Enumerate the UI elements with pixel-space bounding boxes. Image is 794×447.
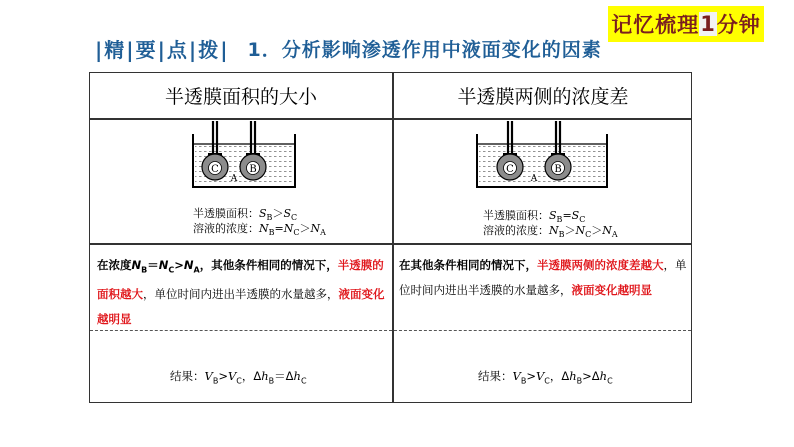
- beaker-icon: [188, 119, 300, 189]
- emphasis-text: 半透膜两侧的浓度差越大: [537, 258, 664, 272]
- result-text: 结果：$V_B>V_C$，$\Delta h_B>\Delta h_C$: [478, 369, 613, 386]
- text-run: 在浓度: [97, 258, 132, 272]
- result-text: 结果：$V_B>V_C$，$\Delta h_B=\Delta h_C$: [170, 369, 307, 386]
- explanation-text: 在浓度$N_B=N_C>N_A$，其他条件相同的情况下，半透膜的面积越大，单位时间内进出半透膜的水量越多，液面变化越明显: [97, 258, 385, 327]
- row-divider: [90, 243, 691, 245]
- beaker-icon: [472, 119, 612, 189]
- label-c: C: [211, 164, 219, 175]
- column-divider: [392, 73, 394, 402]
- memory-review-badge: [608, 6, 764, 42]
- label-a: A: [230, 174, 238, 184]
- emphasis-text: 液面变化越明显: [97, 287, 385, 327]
- caption-membrane-area: 半透膜面积：$S_B=S_C$: [483, 209, 586, 225]
- caption-concentration: 溶液的浓度：$N_B>N_C>N_A$: [483, 224, 618, 240]
- label-b: B: [554, 164, 562, 175]
- label-a: A: [530, 174, 538, 184]
- text-run: ，单位时间内进出半透膜的水量越多，: [399, 258, 687, 297]
- badge-number: 1: [700, 12, 716, 36]
- caption-label: 半透膜面积：: [193, 207, 259, 220]
- caption-label: 溶液的浓度：: [193, 222, 259, 235]
- text-run: ，其他条件相同的情况下，: [199, 258, 338, 272]
- label-c: C: [506, 164, 514, 175]
- text-run: ，单位时间内进出半透膜的水量越多，: [143, 287, 339, 302]
- caption-concentration: 溶液的浓度：$N_B=N_C>N_A$: [193, 222, 326, 238]
- label-b: B: [249, 164, 257, 175]
- caption-label: 半透膜面积：: [483, 209, 549, 222]
- section-tag: |精|要|点|拨|: [95, 38, 230, 62]
- page-title: 1．分析影响渗透作用中液面变化的因素: [247, 39, 602, 61]
- badge-suffix: 分钟: [716, 13, 761, 37]
- explanation-text: [399, 253, 687, 303]
- emphasis-text: 液面变化越明显: [571, 283, 652, 297]
- caption-label: 溶液的浓度：: [483, 224, 549, 237]
- comparison-table: [89, 72, 692, 403]
- result-label: 结果：: [170, 369, 205, 383]
- result-label: 结果：: [478, 369, 513, 383]
- badge-prefix: 记忆梳理: [611, 13, 700, 37]
- column-heading-area: 半透膜面积的大小: [164, 86, 317, 108]
- column-heading-concentration: 半透膜两侧的浓度差: [457, 86, 629, 108]
- caption-membrane-area: 半透膜面积：$S_B>S_C$: [193, 207, 298, 223]
- emphasis-text: 半透膜的面积越大: [97, 258, 384, 302]
- section-header: [95, 34, 602, 63]
- text-run: 在其他条件相同的情况下，: [399, 258, 537, 272]
